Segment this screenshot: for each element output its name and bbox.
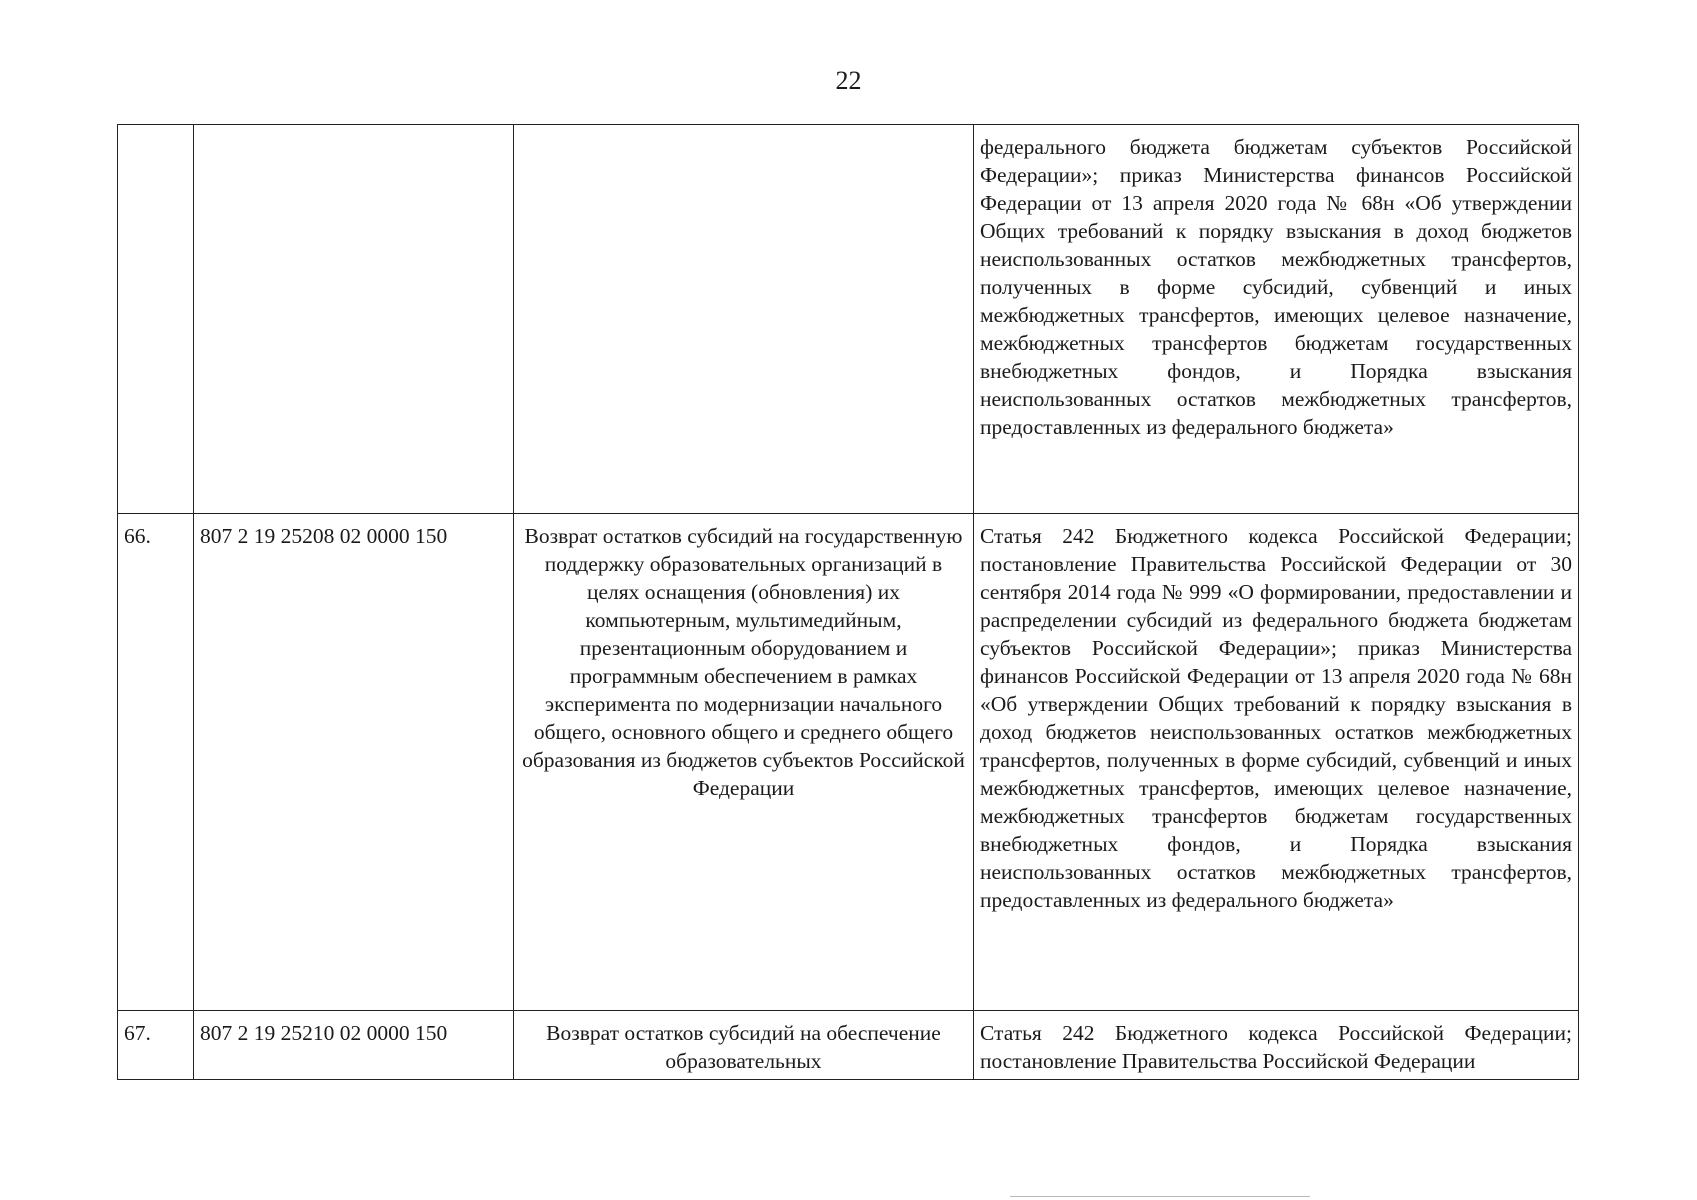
budget-code-cell: 807 2 19 25210 02 0000 150	[194, 1011, 514, 1080]
legal-basis-cell	[974, 1011, 1579, 1080]
row-number-cell: 67.	[118, 1011, 194, 1080]
income-name-text: Возврат остатков субсидий на обеспечение образовательных	[546, 1021, 941, 1073]
legal-basis-cell: федерального бюджета бюджетам субъектов Российской Федерации»; приказ Министерства финансов Российской Федерации от 13 апреля 2020 года № 68н «Об утверждении Общих требований к порядку взыскания в доход бюджетов неиспользованных остатков межбюджетных трансфертов, полученных в форме субсидий, субвенций и иных межбюджетных трансфертов, имеющих целевое назначение, межбюджетных трансфертов бюджетам государственных внебюджетных фондов, и Порядка взыскания неиспользованных остатков межбюджетных трансфертов, предоставленных из федерального бюджета»	[974, 125, 1579, 514]
row-number-cell	[118, 125, 194, 514]
budget-codes-table	[117, 124, 1579, 1080]
legal-basis-cell: Статья 242 Бюджетного кодекса Российской Федерации; постановление Правительства Российской Федерации от 30 сентября 2014 года № 999 «О формировании, предоставлении и распределении субсидий из федерального бюджета бюджетам субъектов Российской Федерации»; приказ Министерства финансов Российской Федерации от 13 апреля 2020 года № 68н «Об утверждении Общих требований к порядку взыскания в доход бюджетов неиспользованных остатков межбюджетных трансфертов, полученных в форме субсидий, субвенций и иных межбюджетных трансфертов, имеющих целевое назначение, межбюджетных трансфертов бюджетам государственных внебюджетных фондов, и Порядка взыскания неиспользованных остатков межбюджетных трансфертов, предоставленных из федерального бюджета»	[974, 514, 1579, 1011]
table-row	[118, 514, 1579, 1011]
budget-code-cell: 807 2 19 25208 02 0000 150	[194, 514, 514, 1011]
page-number: 22	[835, 66, 862, 95]
legal-basis-text: Статья 242 Бюджетного кодекса Российской Федерации; постановление Правительства Российской Федерации	[980, 1021, 1572, 1073]
income-name-cell: Возврат остатков субсидий на государственную поддержку образовательных организаций в целях оснащения (обновления) их компьютерным, мультимедийным, презентационным оборудованием и программным обеспечением в рамках эксперимента по модернизации начального общего, основного общего и среднего общего образования из бюджетов субъектов Российской Федерации	[514, 514, 974, 1011]
income-name-cell	[514, 1011, 974, 1080]
budget-code-cell	[194, 125, 514, 514]
table-row	[118, 125, 1579, 514]
income-name-cell	[514, 125, 974, 514]
scan-artifact	[1010, 1196, 1310, 1197]
table-row	[118, 1011, 1579, 1080]
row-number-cell: 66.	[118, 514, 194, 1011]
